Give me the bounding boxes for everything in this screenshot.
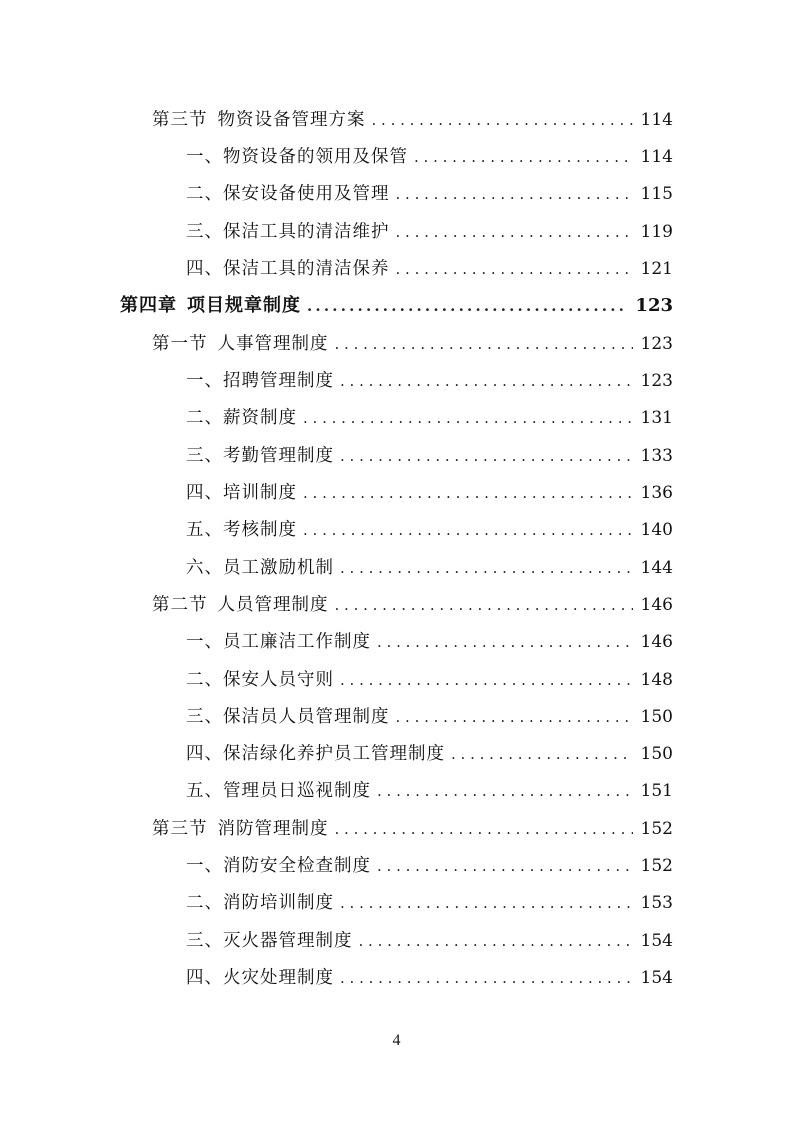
dot-leader [396, 255, 633, 283]
entry-title: 二、保安人员守则 [186, 670, 334, 690]
toc-entry-item[interactable] [186, 218, 673, 246]
toc-entry-item[interactable] [186, 927, 673, 955]
dot-leader [451, 740, 633, 768]
entry-page-number: 131 [640, 408, 673, 428]
toc-entry-item[interactable] [186, 852, 673, 880]
toc-entry-item[interactable] [186, 479, 673, 507]
toc-entry-item[interactable] [186, 143, 673, 171]
dot-leader [303, 404, 633, 432]
dot-leader [396, 703, 633, 731]
dot-leader [340, 964, 633, 992]
dot-leader [414, 143, 633, 171]
entry-title: 第一节 人事管理制度 [152, 334, 329, 354]
toc-entry-section[interactable] [152, 330, 673, 358]
entry-page-number: 146 [640, 632, 673, 652]
entry-page-number: 119 [640, 222, 673, 242]
entry-page-number: 140 [640, 520, 673, 540]
dot-leader [340, 367, 633, 395]
entry-title: 六、员工激励机制 [186, 558, 334, 578]
entry-title: 四、火灾处理制度 [186, 968, 334, 988]
toc-entry-item[interactable] [186, 255, 673, 283]
toc-entry-item[interactable] [186, 889, 673, 917]
dot-leader [340, 666, 633, 694]
dot-leader [335, 815, 633, 843]
entry-page-number: 146 [640, 595, 673, 615]
toc-entry-item[interactable] [186, 703, 673, 731]
entry-title: 五、考核制度 [186, 520, 297, 540]
entry-title: 第三节 消防管理制度 [152, 819, 329, 839]
dot-leader [377, 628, 633, 656]
entry-title: 一、招聘管理制度 [186, 371, 334, 391]
entry-title: 三、保洁工具的清洁维护 [186, 222, 390, 242]
entry-title: 三、考勤管理制度 [186, 446, 334, 466]
toc-entry-item[interactable] [186, 740, 673, 768]
toc-entry-item[interactable] [186, 666, 673, 694]
entry-page-number: 154 [640, 931, 673, 951]
entry-title: 四、培训制度 [186, 483, 297, 503]
entry-page-number: 123 [640, 371, 673, 391]
entry-page-number: 152 [640, 819, 673, 839]
entry-page-number: 136 [640, 483, 673, 503]
entry-title: 第四章 项目规章制度 [120, 295, 301, 316]
entry-title: 二、保安设备使用及管理 [186, 184, 390, 204]
entry-title: 四、保洁工具的清洁保养 [186, 259, 390, 279]
toc-entry-item[interactable] [186, 516, 673, 544]
dot-leader [335, 330, 633, 358]
entry-page-number: 148 [640, 670, 673, 690]
dot-leader [372, 106, 633, 134]
entry-page-number: 133 [640, 446, 673, 466]
dot-leader [377, 852, 633, 880]
toc-entry-chapter[interactable] [120, 292, 673, 320]
toc-entry-item[interactable] [186, 404, 673, 432]
entry-page-number: 154 [640, 968, 673, 988]
dot-leader [303, 516, 633, 544]
toc-entry-item[interactable] [186, 180, 673, 208]
entry-title: 三、保洁员人员管理制度 [186, 707, 390, 727]
dot-leader [377, 777, 633, 805]
entry-title: 三、灭火器管理制度 [186, 931, 353, 951]
dot-leader [340, 889, 633, 917]
entry-page-number: 153 [640, 893, 673, 913]
entry-page-number: 123 [635, 295, 673, 316]
entry-title: 第二节 人员管理制度 [152, 595, 329, 615]
dot-leader [340, 442, 633, 470]
entry-title: 二、薪资制度 [186, 408, 297, 428]
entry-title: 第三节 物资设备管理方案 [152, 110, 366, 130]
entry-title: 一、员工廉洁工作制度 [186, 632, 371, 652]
entry-title: 一、物资设备的领用及保管 [186, 147, 408, 167]
entry-page-number: 150 [640, 707, 673, 727]
toc-entry-section[interactable] [152, 815, 673, 843]
toc-entry-item[interactable] [186, 367, 673, 395]
entry-title: 一、消防安全检查制度 [186, 856, 371, 876]
dot-leader [359, 927, 633, 955]
dot-leader [340, 554, 633, 582]
dot-leader [303, 479, 633, 507]
entry-page-number: 152 [640, 856, 673, 876]
toc-entry-section[interactable] [152, 106, 673, 134]
entry-page-number: 114 [640, 147, 673, 167]
toc-entry-item[interactable] [186, 554, 673, 582]
entry-page-number: 144 [640, 558, 673, 578]
dot-leader [335, 591, 633, 619]
entry-page-number: 150 [640, 744, 673, 764]
entry-page-number: 115 [640, 184, 673, 204]
dot-leader [396, 180, 633, 208]
page-number: 4 [392, 1032, 401, 1049]
dot-leader [396, 218, 633, 246]
entry-page-number: 151 [640, 781, 673, 801]
toc-entry-item[interactable] [186, 442, 673, 470]
toc-entry-item[interactable] [186, 964, 673, 992]
toc-entry-item[interactable] [186, 777, 673, 805]
entry-title: 五、管理员日巡视制度 [186, 781, 371, 801]
entry-page-number: 121 [640, 259, 673, 279]
entry-page-number: 114 [640, 110, 673, 130]
entry-title: 四、保洁绿化养护员工管理制度 [186, 744, 445, 764]
toc-entry-item[interactable] [186, 628, 673, 656]
entry-title: 二、消防培训制度 [186, 893, 334, 913]
toc-entry-section[interactable] [152, 591, 673, 619]
entry-page-number: 123 [640, 334, 673, 354]
dot-leader [307, 292, 627, 320]
